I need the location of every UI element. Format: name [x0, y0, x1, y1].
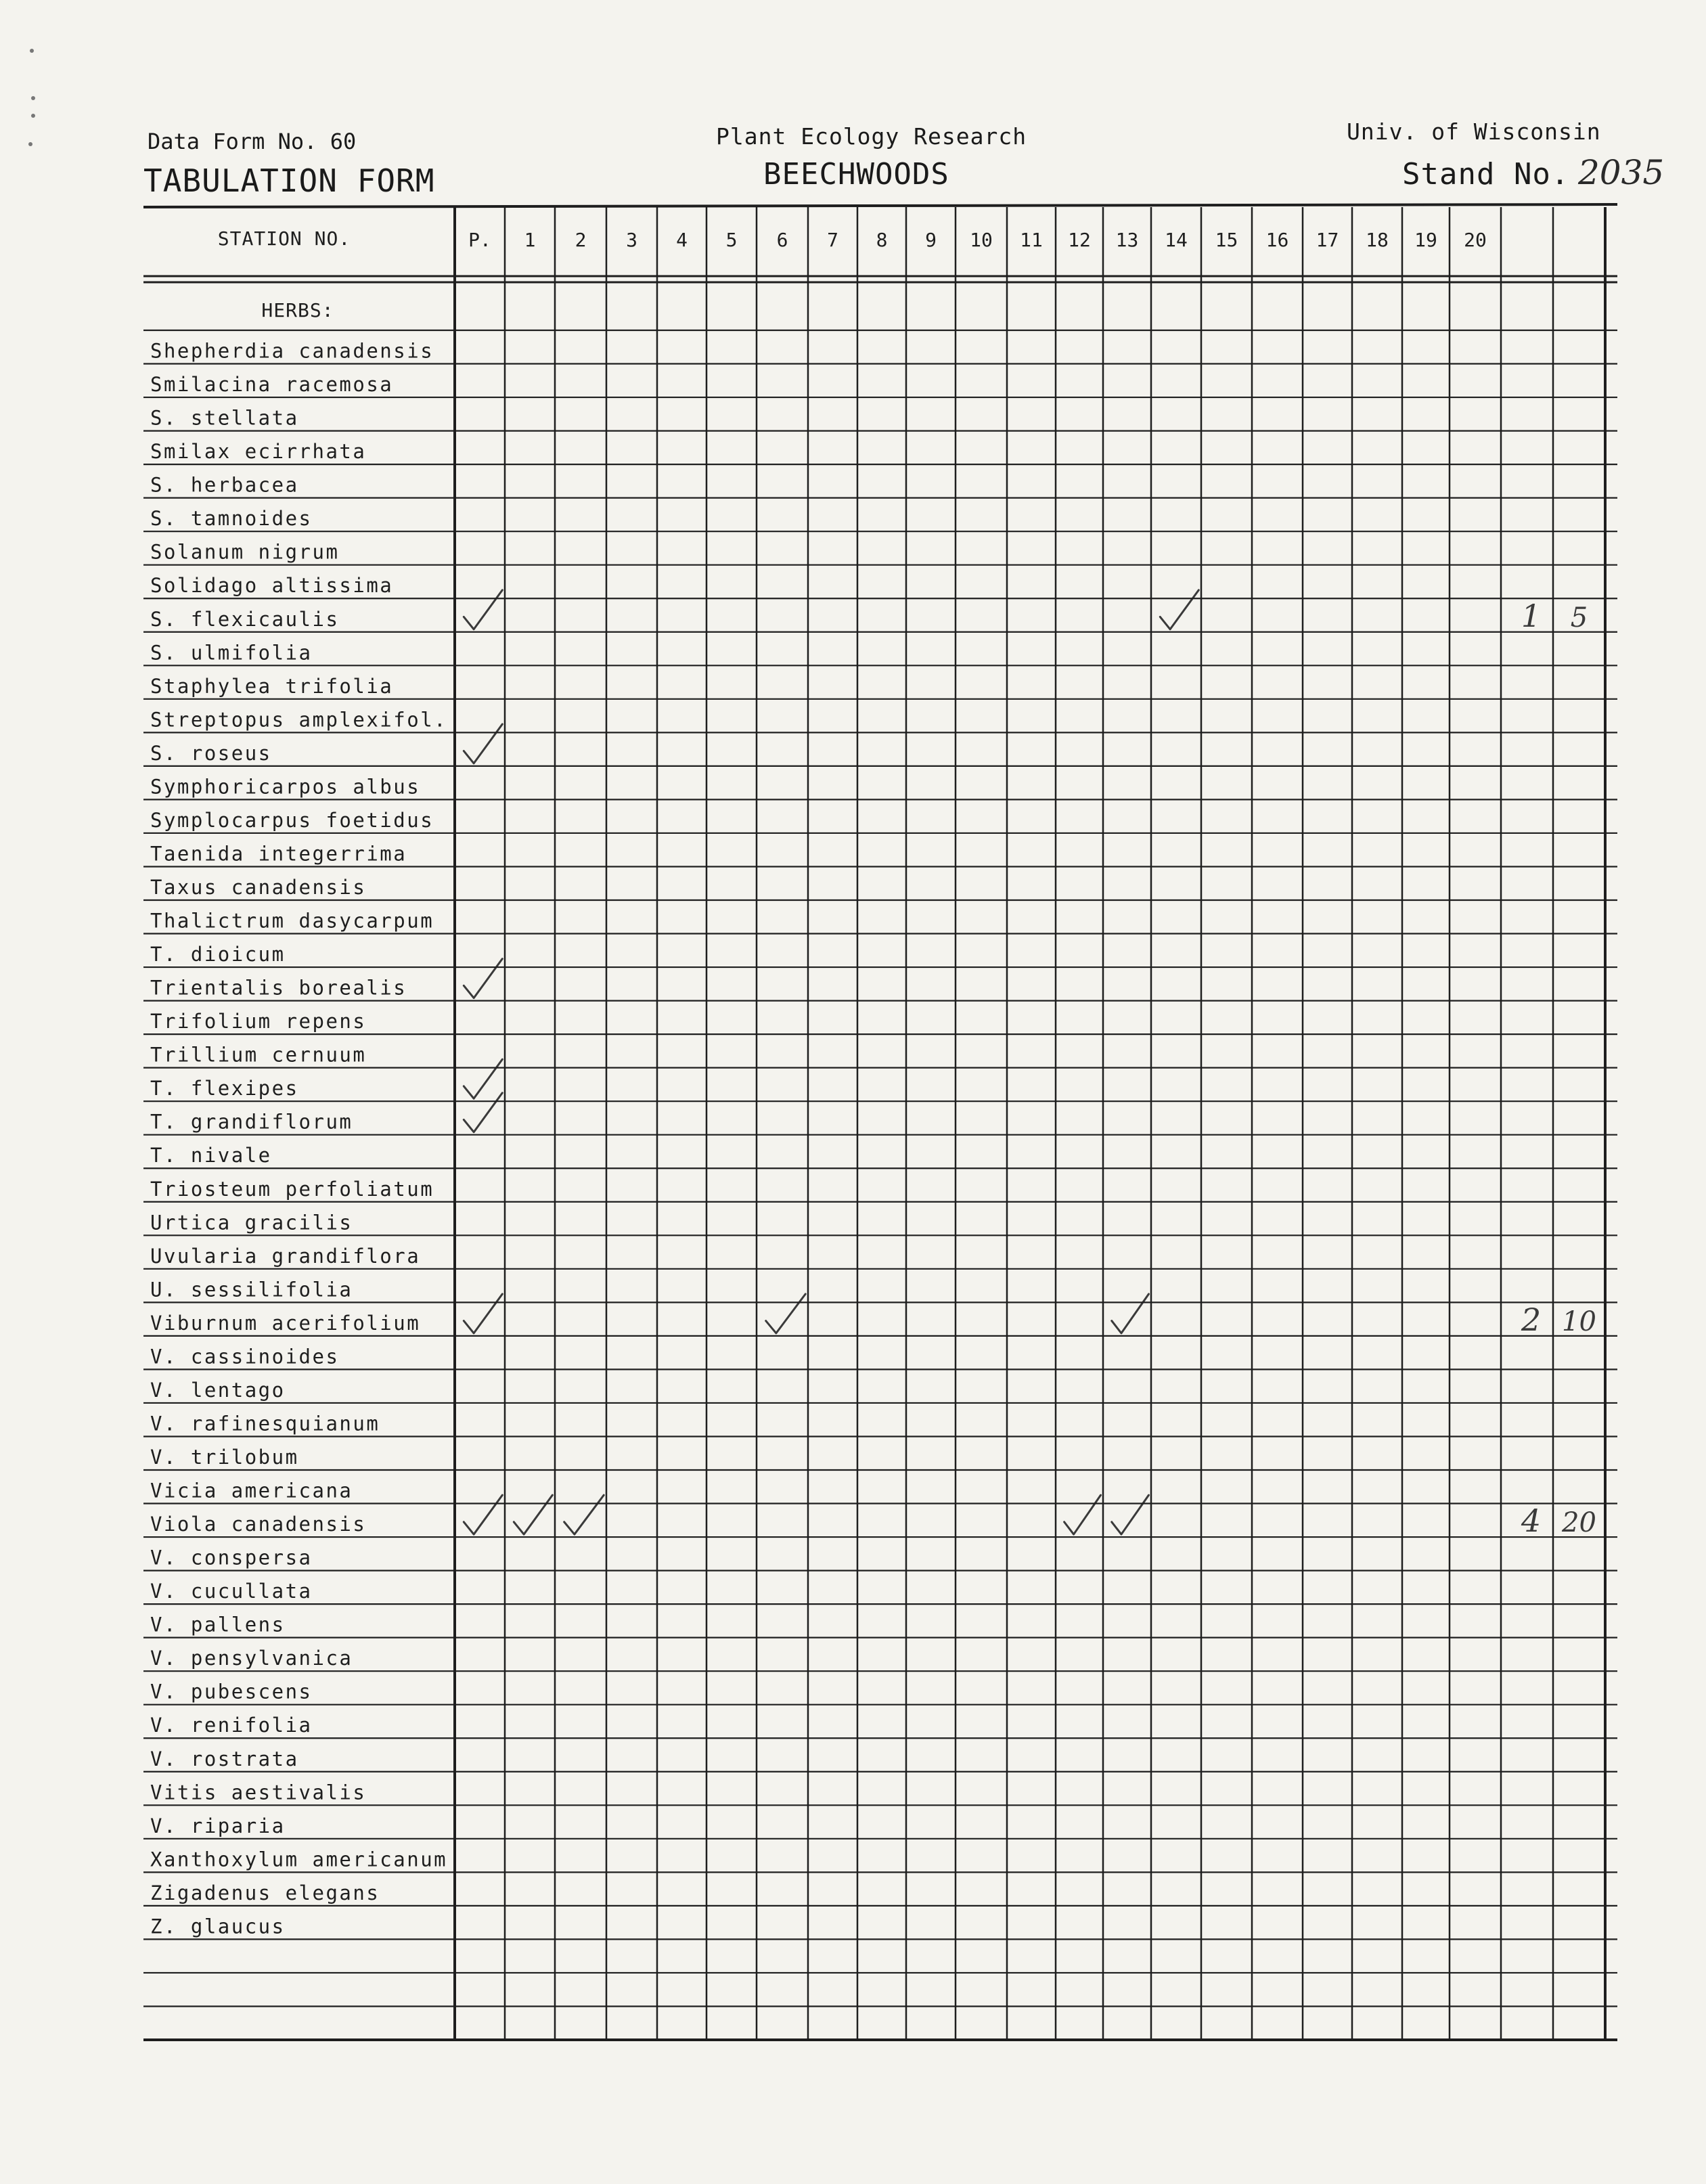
species-name: V. cucullata: [150, 1580, 313, 1603]
station-column-header: 6: [776, 229, 788, 251]
station-column-header: 19: [1414, 229, 1437, 251]
species-name: Xanthoxylum americanum: [150, 1848, 448, 1871]
species-name: Urtica gracilis: [150, 1211, 353, 1234]
station-column-header: 7: [827, 229, 838, 251]
station-column-header: 12: [1068, 229, 1091, 251]
station-number-label: STATION NO.: [217, 227, 351, 250]
station-column-header: 17: [1316, 229, 1339, 251]
station-count: 4: [1521, 1502, 1542, 1540]
percent-frequency: 20: [1562, 1507, 1596, 1539]
station-count: 2: [1521, 1301, 1542, 1338]
species-name: V. riparia: [150, 1814, 286, 1837]
check-mark-icon: [464, 1495, 502, 1534]
station-column-header: 4: [676, 229, 688, 251]
species-name: Z. glaucus: [150, 1915, 286, 1938]
species-name: V. pensylvanica: [150, 1647, 353, 1670]
station-column-header: 8: [876, 229, 888, 251]
species-name: Trillium cernuum: [150, 1043, 367, 1067]
station-column-header: 15: [1215, 229, 1238, 251]
station-column-header: 2: [575, 229, 587, 251]
station-column-header: 10: [970, 229, 993, 251]
species-name: S. ulmifolia: [150, 641, 313, 665]
check-mark-icon: [464, 1093, 502, 1132]
species-name: S. stellata: [150, 406, 299, 430]
species-name: V. conspersa: [150, 1546, 313, 1569]
species-name: Viburnum acerifolium: [150, 1311, 421, 1335]
species-name: V. pubescens: [150, 1680, 313, 1703]
check-mark-icon: [564, 1495, 604, 1534]
species-name: Smilax ecirrhata: [150, 440, 367, 464]
check-mark-icon: [464, 1059, 502, 1098]
species-name: Symphoricarpos albus: [150, 775, 421, 799]
species-name: T. flexipes: [150, 1077, 299, 1100]
percent-frequency: 5: [1570, 602, 1588, 633]
check-mark-icon: [1160, 590, 1198, 629]
station-column-header: 5: [725, 229, 738, 251]
check-mark-icon: [514, 1495, 552, 1534]
species-name: Thalictrum dasycarpum: [150, 909, 434, 933]
check-mark-icon: [464, 1294, 502, 1333]
station-column-header: 18: [1366, 229, 1389, 251]
species-name: T. nivale: [150, 1144, 272, 1167]
species-name: V. pallens: [150, 1613, 286, 1636]
check-mark-icon: [1112, 1495, 1149, 1534]
species-name: V. renifolia: [150, 1714, 313, 1737]
species-name: U. sessilifolia: [150, 1278, 353, 1301]
species-name: Trientalis borealis: [150, 976, 407, 1000]
species-name: S. tamnoides: [150, 507, 313, 531]
location-title: BEECHWOODS: [763, 157, 949, 192]
form-title: TABULATION FORM: [143, 162, 435, 199]
percent-frequency: 10: [1562, 1306, 1596, 1337]
species-name: V. trilobum: [150, 1446, 299, 1469]
station-column-header: 20: [1464, 229, 1487, 251]
species-name: Staphylea trifolia: [150, 674, 394, 698]
organization-name: Plant Ecology Research: [716, 123, 1027, 150]
species-name: Shepherdia canadensis: [150, 339, 434, 363]
check-mark-icon: [1112, 1294, 1149, 1333]
stand-number-label: Stand No.: [1402, 157, 1570, 192]
species-name: T. grandiflorum: [150, 1110, 353, 1134]
station-count: 1: [1521, 597, 1542, 634]
species-name: Taxus canadensis: [150, 876, 367, 899]
species-name: V. rostrata: [150, 1747, 299, 1770]
check-mark-icon: [1064, 1495, 1101, 1534]
species-name: Smilacina racemosa: [150, 373, 394, 397]
species-name: S. herbacea: [150, 473, 299, 497]
species-name: V. cassinoides: [150, 1345, 340, 1368]
section-label-herbs: HERBS:: [261, 299, 334, 321]
species-name: Triosteum perfoliatum: [150, 1177, 434, 1201]
university-name: Univ. of Wisconsin: [1347, 118, 1601, 145]
station-column-header: 16: [1265, 229, 1289, 251]
stand-number-value: 2035: [1578, 153, 1665, 192]
species-name: Trifolium repens: [150, 1010, 367, 1033]
station-column-header: 9: [925, 229, 937, 251]
species-name: V. lentago: [150, 1378, 286, 1402]
form-number: Data Form No. 60: [148, 129, 357, 154]
species-name: Solanum nigrum: [150, 540, 340, 564]
species-name: Vitis aestivalis: [150, 1781, 367, 1804]
species-name: Taenida integerrima: [150, 842, 407, 866]
check-mark-icon: [464, 724, 502, 763]
species-name: Uvularia grandiflora: [150, 1244, 421, 1268]
species-name: S. flexicaulis: [150, 607, 340, 631]
species-name: Vicia americana: [150, 1479, 353, 1502]
check-mark-icon: [464, 959, 502, 998]
station-column-header: 11: [1020, 229, 1043, 251]
species-name: T. dioicum: [150, 943, 286, 966]
station-column-header: P.: [468, 229, 491, 251]
check-mark-icon: [464, 590, 502, 629]
station-column-header: 3: [626, 229, 637, 251]
species-name: S. roseus: [150, 741, 272, 765]
species-name: V. rafinesquianum: [150, 1412, 380, 1435]
station-column-header: 1: [524, 229, 536, 251]
species-name: Viola canadensis: [150, 1513, 367, 1536]
species-name: Streptopus amplexifol.: [150, 708, 448, 732]
species-name: Solidago altissima: [150, 574, 394, 598]
check-mark-icon: [766, 1294, 806, 1333]
species-name: Zigadenus elegans: [150, 1881, 380, 1904]
species-name: Symplocarpus foetidus: [150, 808, 434, 832]
table-top-border: [143, 204, 1617, 207]
station-column-header: 14: [1165, 229, 1188, 251]
station-column-header: 13: [1115, 229, 1139, 251]
